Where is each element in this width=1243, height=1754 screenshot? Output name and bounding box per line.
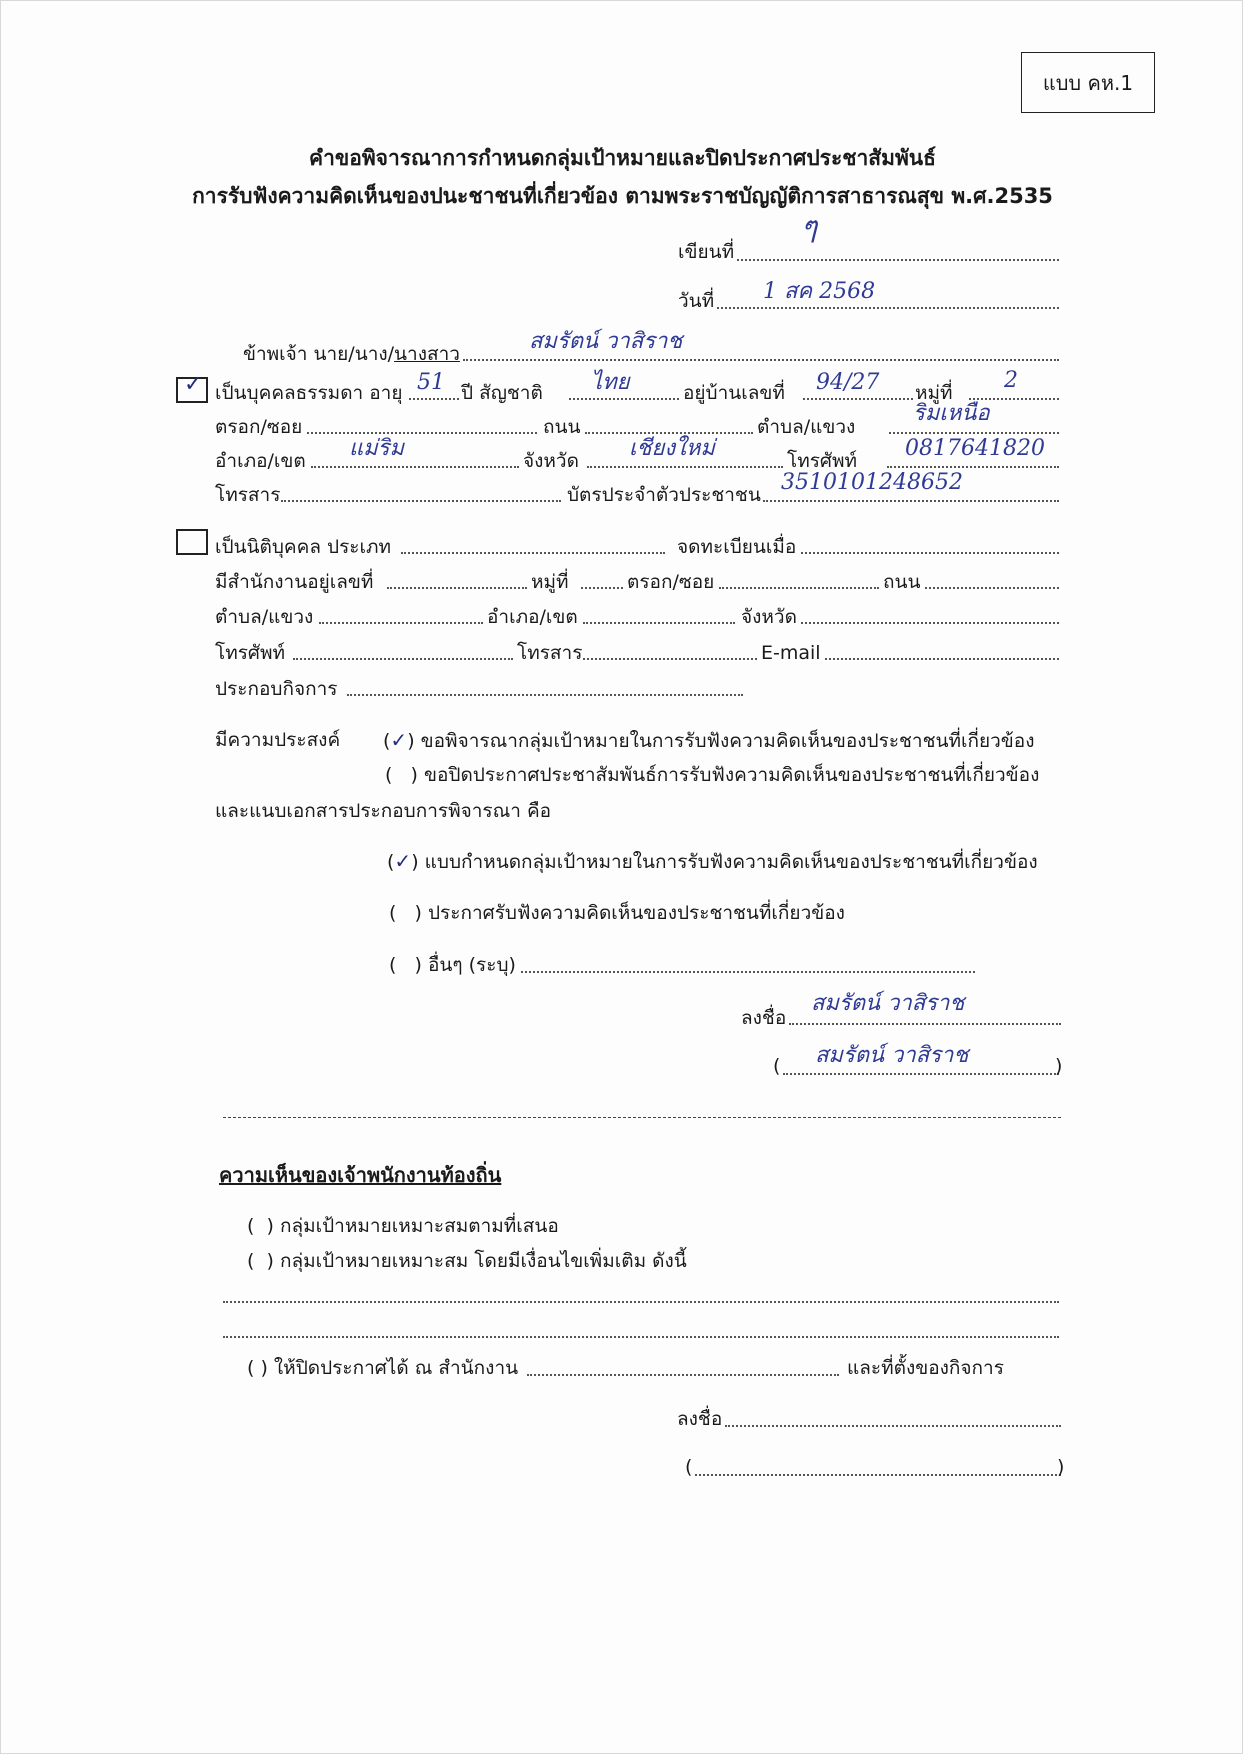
juristic-email-label: E-mail [761,642,821,664]
road-label: ถนน [543,416,581,438]
purpose-option-1-text: ขอพิจารณากลุ่มเป้าหมายในการรับฟังความคิดเห็นของประชาชนที่เกี่ยวข้อง [420,730,1035,752]
attachment-item-3[interactable]: ( ) อื่นๆ (ระบุ) [389,954,516,976]
date-label: วันที่ [678,290,715,312]
printed-name-open-paren: ( [773,1055,781,1077]
juristic-province-line [801,622,1059,624]
official-name-open-paren: ( [685,1456,693,1478]
juristic-tambon-label: ตำบล/แขวง [215,606,314,628]
phone-label: โทรศัพท์ [787,450,858,472]
juristic-soi-label: ตรอก/ซอย [627,571,715,593]
juristic-amphoe-label: อำเภอ/เขต [487,606,578,628]
juristic-phone-label: โทรศัพท์ [215,642,286,664]
condition-line-2 [223,1336,1059,1338]
official-option-1-text: กลุ่มเป้าหมายเหมาะสมตามที่เสนอ [279,1215,559,1237]
signature-line [789,1023,1061,1025]
province-value[interactable]: เชียงใหม่ [629,436,715,461]
official-sign-line [725,1425,1061,1427]
official-post-suffix: และที่ตั้งของกิจการ [847,1357,1004,1379]
official-name-close-paren: ) [1057,1456,1065,1478]
moo-line [969,398,1059,400]
fax-line [281,500,561,502]
fax-label: โทรสาร [215,484,281,506]
juristic-moo-line [581,587,623,589]
attachment-item-1[interactable]: (✓) แบบกำหนดกลุ่มเป้าหมายในการรับฟังความคิดเห็นของประชาชนที่เกี่ยวข้อง [387,849,1038,873]
section-separator [223,1117,1061,1118]
nationality-value[interactable]: ไทย [591,370,630,395]
house-no-value[interactable]: 94/27 [816,370,880,395]
tambon-value[interactable]: ริมเหนือ [913,401,990,426]
purpose-option-2-text: ขอปิดประกาศประชาสัมพันธ์การรับฟังความคิดเห็นของประชาชนที่เกี่ยวข้อง [423,764,1040,786]
juristic-type-line [401,552,665,554]
purpose-option-1[interactable]: (✓) ขอพิจารณากลุ่มเป้าหมายในการรับฟังความคิดเห็นของประชาชนที่เกี่ยวข้อง [383,728,1035,752]
title-line-1: คำขอพิจารณาการกำหนดกลุ่มเป้าหมายและปิดประกาศประชาสัมพันธ์ [309,146,936,170]
natural-person-label: เป็นบุคคลธรรมดา อายุ [215,382,403,404]
juristic-tambon-line [319,622,483,624]
applicant-prefix-selected: นางสาว [394,343,460,365]
id-card-line [763,500,1059,502]
amphoe-label: อำเภอ/เขต [215,450,306,472]
house-no-line [803,398,913,400]
written-at-value[interactable]: ๆ [801,210,818,245]
office-no-label: มีสำนักงานอยู่เลขที่ [215,571,374,593]
soi-label: ตรอก/ซอย [215,416,303,438]
official-post-line [527,1374,839,1376]
purpose-label: มีความประสงค์ [215,729,341,751]
juristic-phone-line [293,658,513,660]
registered-line [801,552,1059,554]
juristic-soi-line [719,587,879,589]
applicant-name-value[interactable]: สมรัตน์ วาสิราช [529,329,683,354]
title-line-2: การรับฟังความคิดเห็นของปนะชาชนที่เกี่ยวข้อง ตามพระราชบัญญัติการสาธารณสุข พ.ศ.2535 [192,184,1053,208]
juristic-moo-label: หมู่ที่ [531,571,569,593]
official-option-2-text: กลุ่มเป้าหมายเหมาะสม โดยมีเงื่อนไขเพิ่มเติม ดังนี้ [279,1250,687,1272]
juristic-business-label: ประกอบกิจการ [215,678,338,700]
road-line [585,432,753,434]
tambon-label: ตำบล/แขวง [757,416,856,438]
amphoe-value[interactable]: แม่ริม [349,436,404,461]
moo-label: หมู่ที่ [915,382,953,404]
juristic-amphoe-line [583,622,735,624]
juristic-road-line [925,587,1059,589]
phone-value[interactable]: 0817641820 [905,436,1045,461]
official-option-2[interactable]: ( ) กลุ่มเป้าหมายเหมาะสม โดยมีเงื่อนไขเพิ่มเติม ดังนี้ [247,1250,687,1272]
amphoe-line [311,466,519,468]
tambon-line [889,432,1059,434]
form-code-box [1021,52,1155,113]
attachment-item-2-text: ประกาศรับฟังความคิดเห็นของประชาชนที่เกี่ยวข้อง [427,902,845,924]
attach-label: และแนบเอกสารประกอบการพิจารณา คือ [215,800,552,822]
written-at-label: เขียนที่ [678,241,735,263]
printed-name-value[interactable]: สมรัตน์ วาสิราช [815,1043,969,1068]
applicant-prefix-label [243,342,460,366]
registered-label: จดทะเบียนเมื่อ [677,536,797,558]
id-card-label: บัตรประจำตัวประชาชน [567,484,761,506]
nationality-line [569,398,679,400]
official-post-option[interactable]: ( ) ให้ปิดประกาศได้ ณ สำนักงาน [247,1357,519,1379]
province-line [587,466,783,468]
attachment-item-1-mark: ✓ [394,849,412,873]
attachment-item-2[interactable]: ( ) ประกาศรับฟังความคิดเห็นของประชาชนที่เกี่ยวข้อง [389,902,845,924]
juristic-business-line [347,694,743,696]
signature-label: ลงชื่อ [741,1007,787,1029]
age-value[interactable]: 51 [417,370,445,395]
juristic-province-label: จังหวัด [741,606,797,628]
official-heading: ความเห็นของเจ้าพนักงานท้องถิ่น [219,1163,502,1187]
form-code-text: แบบ คห.1 [1042,70,1134,95]
juristic-person-label: เป็นนิติบุคคล ประเภท [215,536,392,558]
office-no-line [387,587,527,589]
applicant-prefix-options: ข้าพเจ้า นาย/นาง/ [243,343,395,365]
printed-name-line [783,1073,1059,1075]
signature-value[interactable]: สมรัตน์ วาสิราช [811,991,965,1016]
juristic-fax-line [583,658,757,660]
natural-person-check-mark: ✓ [184,372,203,397]
date-line [717,307,1059,309]
juristic-road-label: ถนน [883,571,921,593]
official-sign-label: ลงชื่อ [677,1408,723,1430]
house-no-label: อยู่บ้านเลขที่ [683,382,785,404]
attachment-item-1-text: แบบกำหนดกลุ่มเป้าหมายในการรับฟังความคิดเห็นของประชาชนที่เกี่ยวข้อง [424,851,1038,873]
attachment-item-3-text: อื่นๆ (ระบุ) [427,954,516,976]
attachment-other-line [521,971,975,973]
id-card-value[interactable]: 3510101248652 [781,470,963,495]
official-post-label: ให้ปิดประกาศได้ ณ สำนักงาน [273,1357,519,1379]
official-option-1[interactable]: ( ) กลุ่มเป้าหมายเหมาะสมตามที่เสนอ [247,1215,559,1237]
province-label: จังหวัด [523,450,579,472]
official-name-line [695,1474,1061,1476]
age-line [409,398,459,400]
juristic-person-checkbox[interactable] [176,529,208,555]
printed-name-close-paren: ) [1055,1055,1063,1077]
applicant-name-line [463,359,1059,361]
purpose-option-2[interactable]: ( ) ขอปิดประกาศประชาสัมพันธ์การรับฟังความคิดเห็นของประชาชนที่เกี่ยวข้อง [385,764,1040,786]
juristic-fax-label: โทรสาร [517,642,583,664]
moo-value[interactable]: 2 [1004,368,1018,393]
juristic-email-line [825,658,1059,660]
nationality-label: ปี สัญชาติ [461,382,543,404]
soi-line [307,432,537,434]
condition-line-1 [223,1301,1059,1303]
date-value[interactable]: 1 สค 2568 [763,279,876,304]
purpose-option-1-mark: ✓ [390,728,408,752]
written-at-line [737,259,1059,261]
phone-line [887,466,1059,468]
